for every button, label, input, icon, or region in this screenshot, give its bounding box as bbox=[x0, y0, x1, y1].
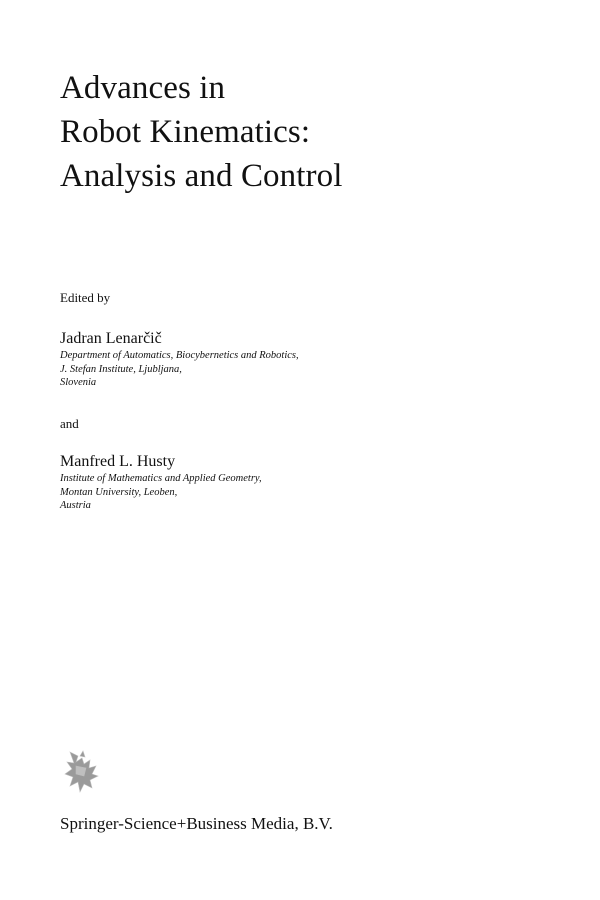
springer-chess-knight-logo-icon bbox=[62, 748, 102, 794]
editor-name: Jadran Lenarčič bbox=[60, 330, 162, 347]
editor-block-2 bbox=[60, 452, 540, 513]
editor-affiliation-line: Austria bbox=[60, 500, 91, 511]
book-title bbox=[60, 66, 560, 198]
editor-block-1 bbox=[60, 329, 540, 390]
publisher-name: Springer-Science+Business Media, B.V. bbox=[60, 814, 333, 833]
editor-affiliation-line: Montan University, Leoben, bbox=[60, 486, 178, 498]
editor-affiliation-line: Institute of Mathematics and Applied Geometry, bbox=[60, 473, 262, 484]
conjunction-and: and bbox=[60, 416, 79, 431]
book-title-line-3: Analysis and Control bbox=[60, 158, 343, 194]
book-title-line-2: Robot Kinematics: bbox=[60, 114, 311, 150]
editor-affiliation-line: Department of Automatics, Biocybernetics and Robotics, bbox=[60, 350, 299, 361]
edited-by-label: Edited by bbox=[60, 290, 111, 305]
editor-affiliation-line: J. Stefan Institute, Ljubljana, bbox=[60, 363, 182, 375]
editor-name: Manfred L. Husty bbox=[60, 453, 176, 470]
book-title-line-1: Advances in bbox=[60, 70, 226, 106]
editor-affiliation-line: Slovenia bbox=[60, 377, 97, 388]
